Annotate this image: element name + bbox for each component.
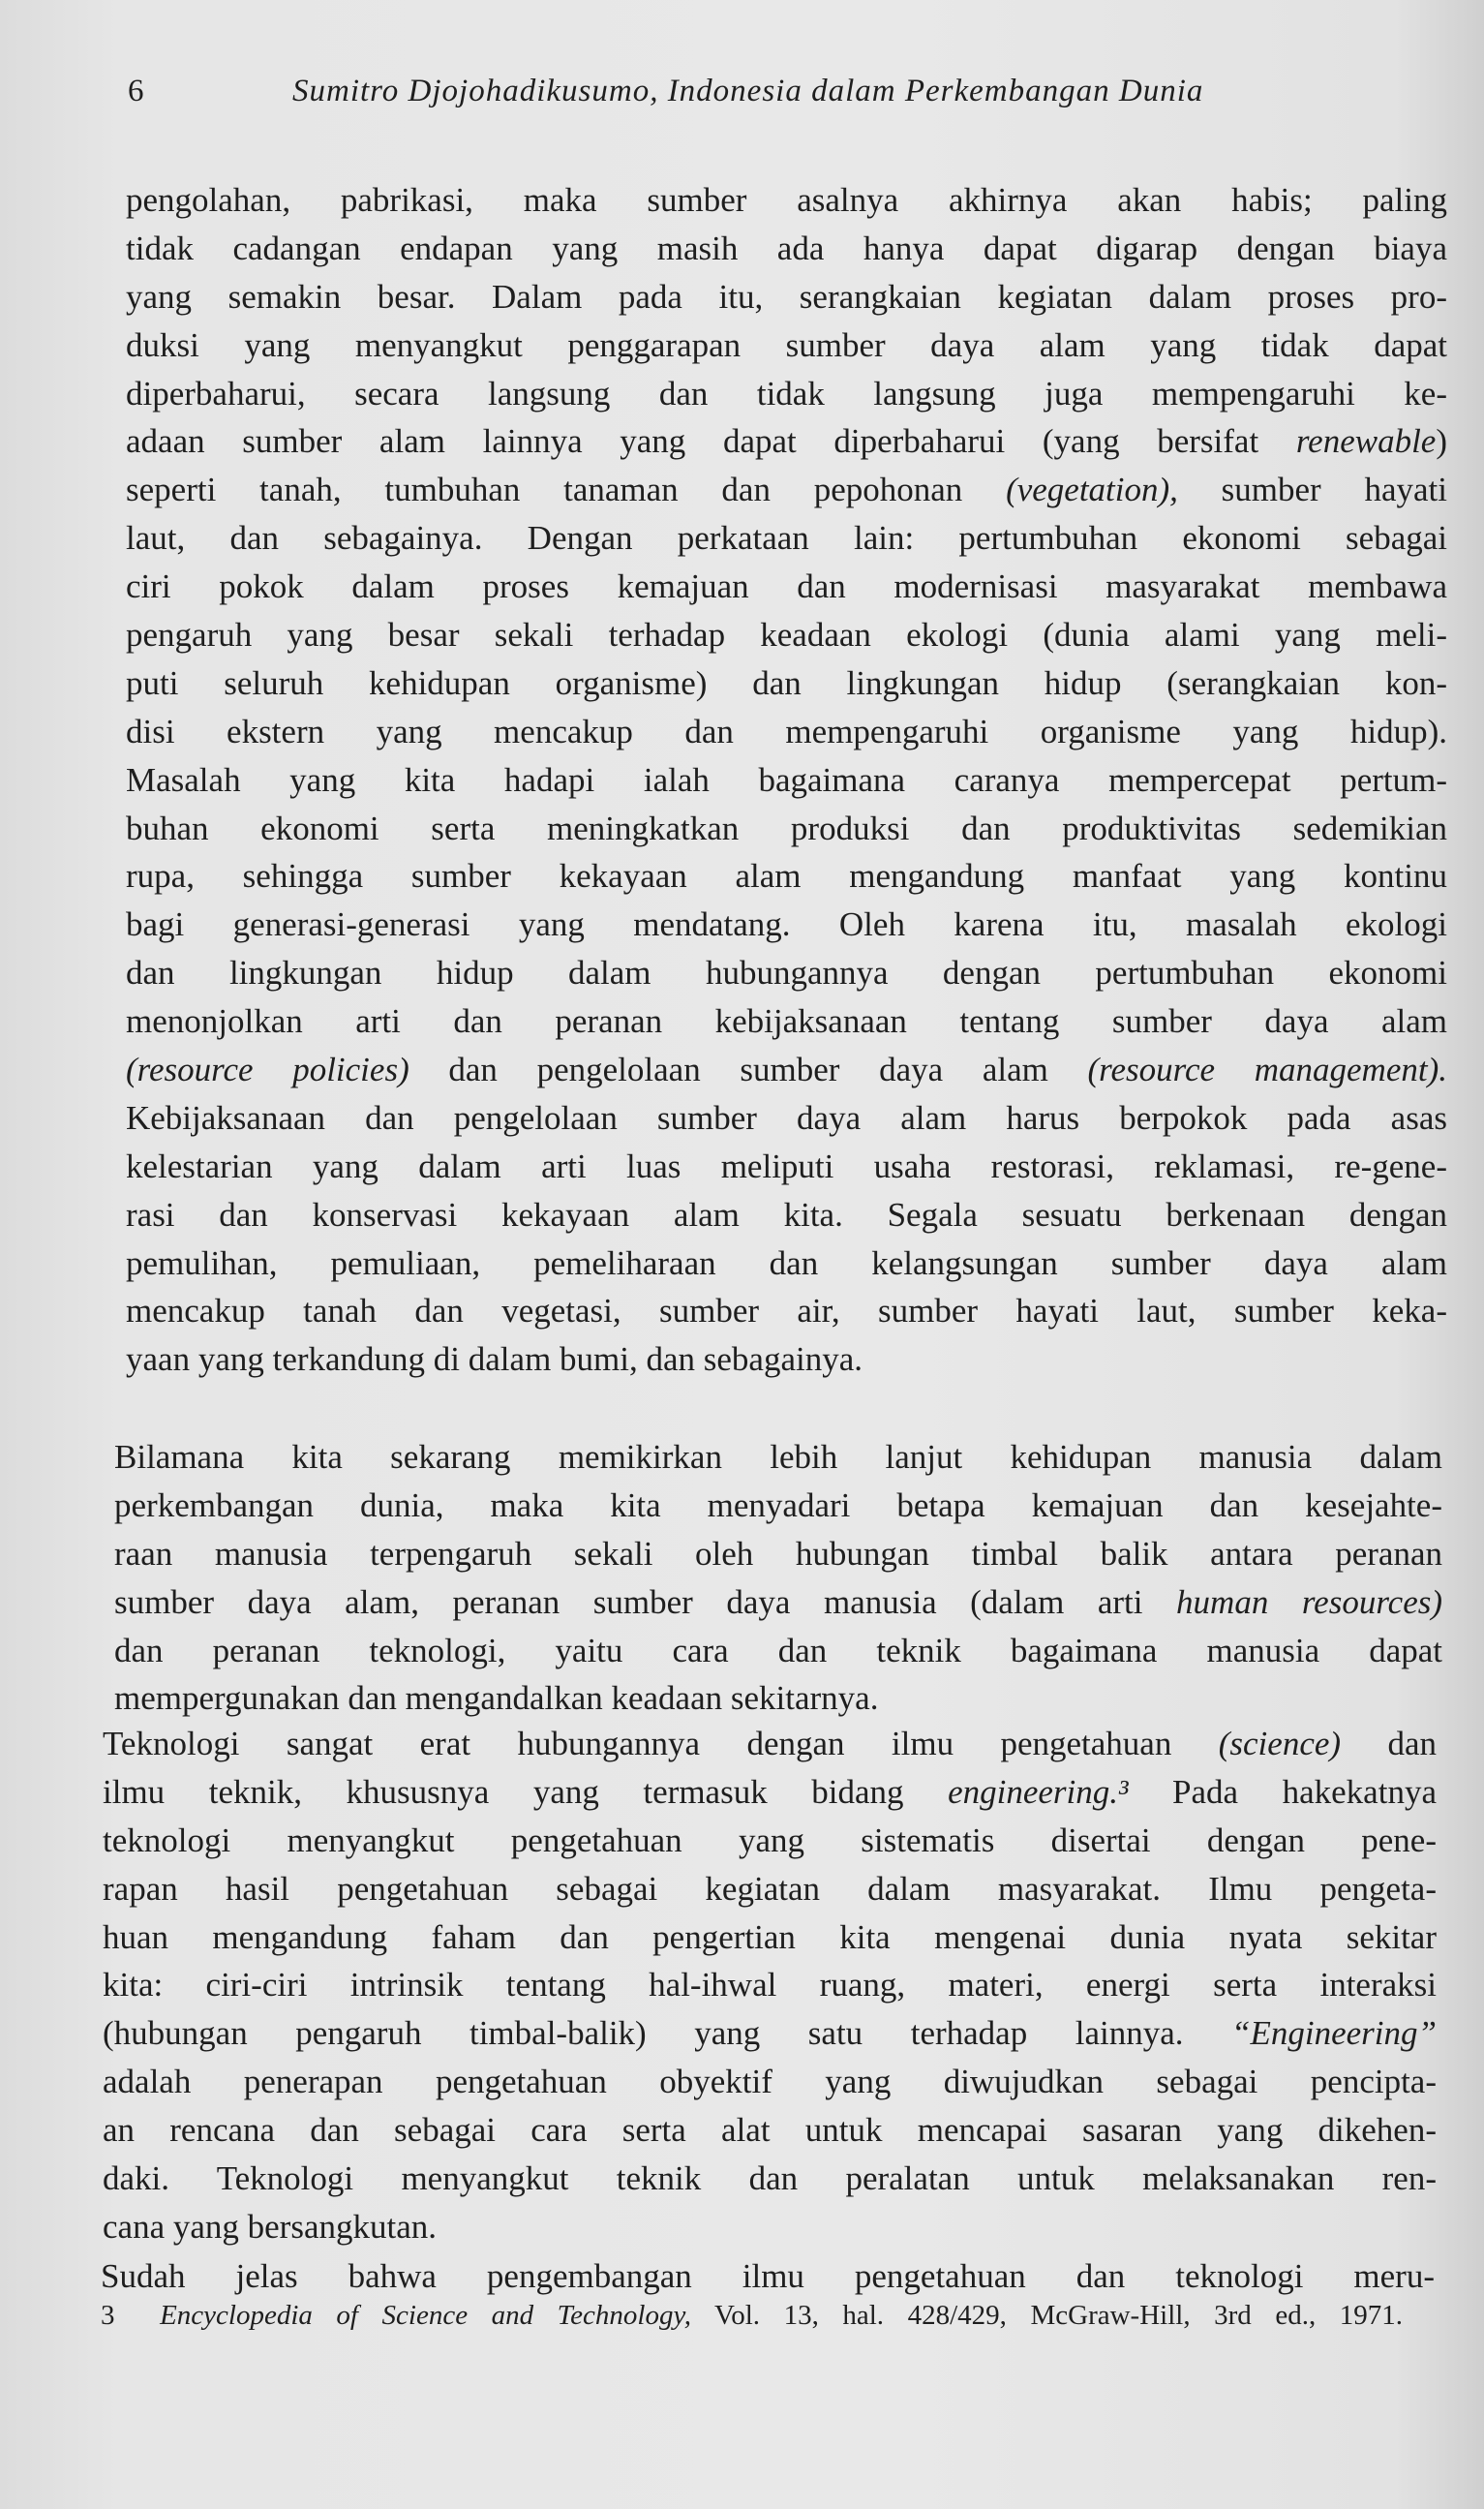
text-line: daki. Teknologi menyangkut teknik dan peralatan untuk melaksanakan ren- <box>103 2159 1437 2198</box>
text-line: rupa, sehingga sumber kekayaan alam mengandung manfaat yang kontinu <box>126 857 1447 896</box>
text-line: teknologi menyangkut pengetahuan yang sistematis disertai dengan pene- <box>103 1821 1437 1859</box>
text-line: buhan ekonomi serta meningkatkan produksi dan produktivitas sedemikian <box>126 809 1447 847</box>
text-line: ilmu teknik, khususnya yang termasuk bidang engineering.³ Pada hakekatnya <box>103 1772 1437 1811</box>
text-line: pengolahan, pabrikasi, maka sumber asalnya akhirnya akan habis; paling <box>126 181 1447 219</box>
text-line: dan lingkungan hidup dalam hubungannya dengan pertumbuhan ekonomi <box>126 954 1447 993</box>
footnote-title: Encyclopedia of Science and Technology, <box>160 2300 691 2331</box>
page-number: 6 <box>128 74 144 108</box>
text-line: Sudah jelas bahwa pengembangan ilmu pengetahuan dan teknologi meru- <box>101 2257 1435 2295</box>
footnote-details: Vol. 13, hal. 428/429, McGraw-Hill, 3rd ed., 1971. <box>714 2300 1403 2331</box>
text-line: disi ekstern yang mencakup dan mempengaruhi organisme yang hidup). <box>126 712 1447 750</box>
text-line: kita: ciri-ciri intrinsik tentang hal-ihwal ruang, materi, energi serta interaksi <box>103 1966 1437 2004</box>
text-line: laut, dan sebagainya. Dengan perkataan lain: pertumbuhan ekonomi sebagai <box>126 519 1447 558</box>
footnote-number: 3 <box>101 2300 115 2331</box>
text-line: yaan yang terkandung di dalam bumi, dan sebagainya. <box>126 1340 863 1379</box>
text-line: ciri pokok dalam proses kemajuan dan modernisasi masyarakat membawa <box>126 567 1447 606</box>
text-line: Bilamana kita sekarang memikirkan lebih lanjut kehidupan manusia dalam <box>114 1438 1442 1476</box>
text-line: seperti tanah, tumbuhan tanaman dan pepohonan (vegetation), sumber hayati <box>126 471 1447 509</box>
text-line: (resource policies) dan pengelolaan sumber daya alam (resource management). <box>126 1051 1447 1089</box>
paragraph-3 <box>103 1720 1437 2251</box>
text-line: dan peranan teknologi, yaitu cara dan teknik bagaimana manusia dapat <box>114 1631 1442 1669</box>
text-line: Masalah yang kita hadapi ialah bagaimana caranya mempercepat pertum- <box>126 760 1447 799</box>
text-line: duksi yang menyangkut penggarapan sumber daya alam yang tidak dapat <box>126 325 1447 364</box>
text-line: diperbaharui, secara langsung dan tidak langsung juga mempengaruhi ke- <box>126 374 1447 413</box>
text-line: kelestarian yang dalam arti luas meliputi usaha restorasi, reklamasi, re-gene- <box>126 1147 1447 1185</box>
text-line: (hubungan pengaruh timbal-balik) yang satu terhadap lainnya. “Engineering” <box>103 2014 1437 2053</box>
text-line: pengaruh yang besar sekali terhadap keadaan ekologi (dunia alami yang meli- <box>126 616 1447 655</box>
footnote <box>101 2300 1403 2332</box>
text-line: sumber daya alam, peranan sumber daya manusia (dalam arti human resources) <box>114 1582 1443 1621</box>
running-title: Sumitro Djojohadikusumo, Indonesia dalam Perkembangan Dunia <box>292 74 1204 108</box>
text-line: cana yang bersangkutan. <box>103 2207 437 2246</box>
text-line: mempergunakan dan mengandalkan keadaan sekitarnya. <box>114 1679 879 1718</box>
text-line: menonjolkan arti dan peranan kebijaksanaan tentang sumber daya alam <box>126 1002 1447 1041</box>
text-line: raan manusia terpengaruh sekali oleh hubungan timbal balik antara peranan <box>114 1534 1442 1573</box>
text-line: rapan hasil pengetahuan sebagai kegiatan dalam masyarakat. Ilmu pengeta- <box>103 1869 1437 1908</box>
text-line: rasi dan konservasi kekayaan alam kita. Segala sesuatu berkenaan dengan <box>126 1195 1447 1234</box>
text-line: an rencana dan sebagai cara serta alat untuk mencapai sasaran yang dikehen- <box>103 2111 1437 2150</box>
paragraph-4 <box>101 2252 1435 2301</box>
text-line: adaan sumber alam lainnya yang dapat diperbaharui (yang bersifat renewable) <box>126 422 1447 461</box>
text-line: tidak cadangan endapan yang masih ada hanya dapat digarap dengan biaya <box>126 229 1447 267</box>
paragraph-1 <box>126 176 1447 1384</box>
text-line: pemulihan, pemuliaan, pemeliharaan dan kelangsungan sumber daya alam <box>126 1243 1447 1282</box>
text-line: Kebijaksanaan dan pengelolaan sumber daya alam harus berpokok pada asas <box>126 1098 1447 1137</box>
text-line: Teknologi sangat erat hubungannya dengan ilmu pengetahuan (science) dan <box>103 1725 1437 1762</box>
paragraph-2 <box>114 1433 1442 1723</box>
text-line: puti seluruh kehidupan organisme) dan lingkungan hidup (serangkaian kon- <box>126 663 1447 702</box>
text-line: perkembangan dunia, maka kita menyadari betapa kemajuan dan kesejahte- <box>114 1485 1442 1524</box>
text-line: huan mengandung faham dan pengertian kita mengenai dunia nyata sekitar <box>103 1917 1437 1956</box>
text-line: yang semakin besar. Dalam pada itu, serangkaian kegiatan dalam proses pro- <box>126 277 1447 316</box>
text-line: mencakup tanah dan vegetasi, sumber air, sumber hayati laut, sumber keka- <box>126 1292 1447 1331</box>
text-line: bagi generasi-generasi yang mendatang. Oleh karena itu, masalah ekologi <box>126 905 1447 944</box>
text-line: adalah penerapan pengetahuan obyektif yang diwujudkan sebagai pencipta- <box>103 2063 1437 2101</box>
